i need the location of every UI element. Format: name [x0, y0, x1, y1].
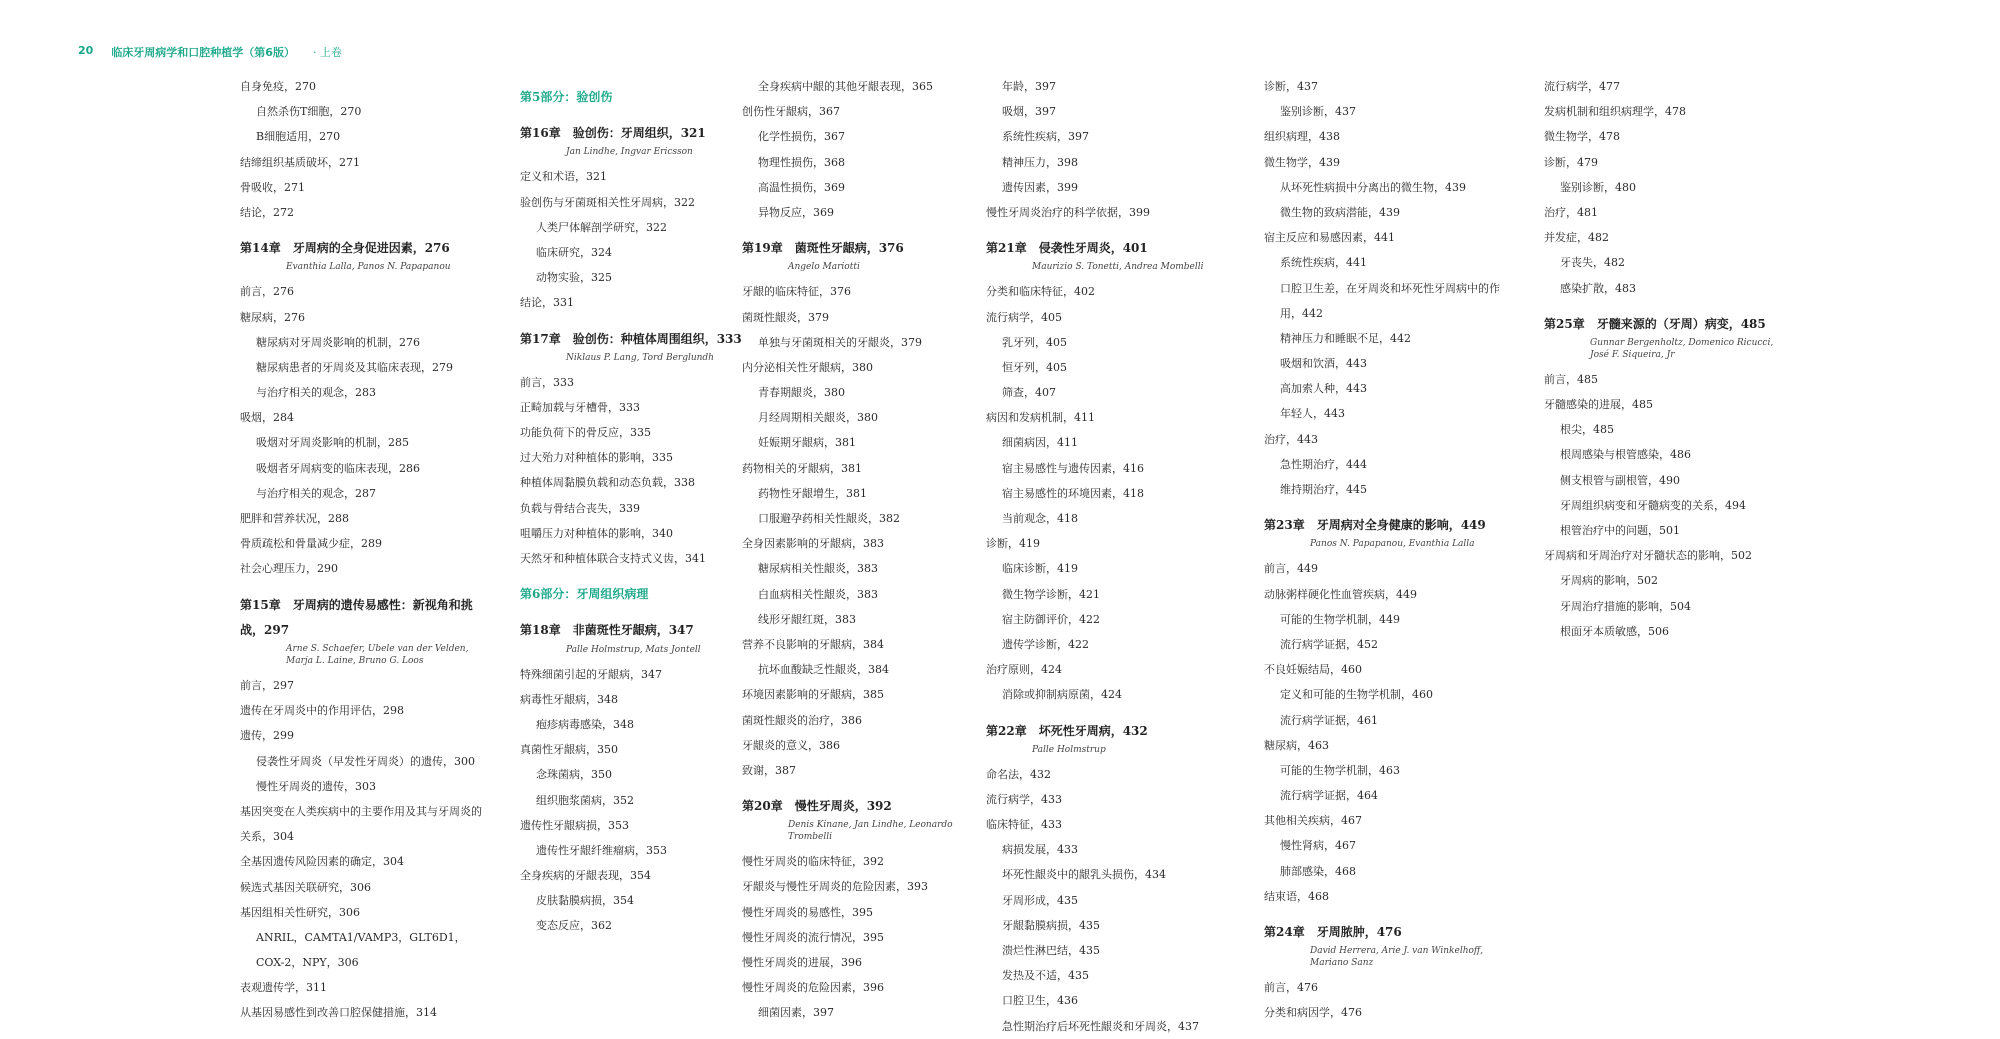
part-heading: 第5部分：验创伤 — [520, 90, 613, 104]
toc-subentry: 牙龈黏膜病损，435 — [1002, 918, 1100, 932]
toc-subentry: 抗坏血酸缺乏性龈炎，384 — [758, 663, 889, 677]
chapter-heading: 第15章 牙周病的遗传易感性：新视角和挑战，297 — [240, 597, 473, 637]
toc-subentry: 流行病学证据，452 — [1280, 637, 1378, 651]
toc-entry: 过大殆力对种植体的影响，335 — [520, 451, 673, 465]
toc-subentry: 精神压力和睡眠不足，442 — [1280, 331, 1411, 345]
toc-entry: 骨质疏松和骨量减少症，289 — [240, 537, 382, 551]
toc-entry: 诊断，437 — [1264, 80, 1318, 93]
toc-subentry: 遗传性牙龈纤维瘤病，353 — [536, 843, 667, 857]
toc-entry: 种植体周黏膜负载和动态负载，338 — [520, 476, 695, 490]
toc-subentry: 消除或抑制病原菌，424 — [1002, 688, 1122, 702]
toc-subentry: 流行病学证据，461 — [1280, 713, 1378, 727]
toc-subentry: 动物实验，325 — [536, 271, 612, 285]
toc-entry: 微生物学，478 — [1544, 130, 1620, 144]
toc-subentry: 当前观念，418 — [1002, 512, 1078, 525]
toc-entry: 组织病理，438 — [1264, 130, 1340, 144]
toc-subentry: 高温性损伤，369 — [758, 180, 845, 194]
toc-entry: 命名法，432 — [986, 767, 1051, 781]
toc-entry: 牙龈炎的意义，386 — [742, 738, 840, 752]
toc-entry: 全身因素影响的牙龈病，383 — [742, 537, 884, 551]
toc-entry: 分类和临床特征，402 — [986, 285, 1095, 299]
toc-column-6 — [1544, 74, 1792, 644]
toc-subentry: 线形牙龈红斑，383 — [758, 612, 856, 626]
toc-subentry: 坏死性龈炎中的龈乳头损伤，434 — [1002, 868, 1166, 882]
toc-entry: 定义和术语，321 — [520, 170, 607, 184]
toc-subentry: 全身疾病中龈的其他牙龈表现，365 — [758, 80, 933, 93]
toc-entry: 诊断，479 — [1544, 155, 1598, 169]
chapter-authors: Panos N. Papapanou, Evanthia Lalla — [1310, 539, 1475, 550]
chapter-heading: 第17章 验创伤：种植体周围组织，333 — [520, 331, 742, 346]
chapter-authors: Niklaus P. Lang, Tord Berglundh — [566, 352, 714, 363]
toc-entry: 牙周病和牙周治疗对牙髓状态的影响，502 — [1544, 549, 1752, 563]
toc-entry: 流行病学，477 — [1544, 80, 1620, 93]
chapter-authors: Palle Holmstrup, Mats Jontell — [566, 644, 701, 655]
toc-subentry: 系统性疾病，397 — [1002, 130, 1089, 144]
toc-subentry: 系统性疾病，441 — [1280, 256, 1367, 270]
toc-entry: 牙龈炎与慢性牙周炎的危险因素，393 — [742, 880, 928, 894]
toc-entry: 慢性牙周炎的危险因素，396 — [742, 981, 884, 995]
toc-subentry: 化学性损伤，367 — [758, 130, 845, 144]
toc-entry: 前言，485 — [1544, 372, 1598, 386]
chapter-authors: Jan Lindhe, Ingvar Ericsson — [566, 147, 693, 158]
toc-subentry: 口服避孕药相关性龈炎，382 — [758, 512, 900, 525]
toc-entry: 环境因素影响的牙龈病，385 — [742, 688, 884, 702]
toc-subentry: 鉴别诊断，480 — [1560, 180, 1636, 194]
toc-entry: 咀嚼压力对种植体的影响，340 — [520, 526, 673, 540]
toc-entry: 特殊细菌引起的牙龈病，347 — [520, 667, 662, 681]
chapter-authors: Angelo Mariotti — [788, 262, 860, 273]
toc-subentry: 感染扩散，483 — [1560, 281, 1636, 295]
toc-subentry: 慢性牙周炎的遗传，303 — [256, 779, 376, 793]
toc-entry: 治疗，443 — [1264, 432, 1318, 446]
toc-entry: 慢性牙周炎的进展，396 — [742, 956, 862, 969]
chapter-authors: Evanthia Lalla, Panos N. Papapanou — [286, 262, 451, 273]
toc-column-1 — [240, 74, 488, 1026]
toc-entry: 结缔组织基质破坏，271 — [240, 155, 360, 169]
toc-subentry: 溃烂性淋巴结，435 — [1002, 944, 1100, 957]
toc-entry: 肥胖和营养状况，288 — [240, 512, 349, 525]
toc-entry: 不良妊娠结局，460 — [1264, 663, 1362, 677]
toc-subentry: 单独与牙菌斑相关的牙龈炎，379 — [758, 335, 922, 349]
toc-subentry: 根尖，485 — [1560, 423, 1614, 437]
toc-entry: 诊断，419 — [986, 537, 1040, 551]
toc-subentry: 根面牙本质敏感，506 — [1560, 624, 1669, 638]
toc-subentry: 恒牙列，405 — [1002, 360, 1067, 374]
toc-entry: 自身免疫，270 — [240, 80, 316, 93]
toc-subentry: 慢性肾病，467 — [1280, 839, 1356, 853]
toc-subentry: 自然杀伤T细胞，270 — [256, 105, 362, 119]
toc-subentry: 急性期治疗，444 — [1280, 457, 1367, 471]
toc-entry: 前言，276 — [240, 285, 294, 299]
toc-subentry: 糖尿病患者的牙周炎及其临床表现，279 — [256, 360, 453, 374]
toc-entry: 治疗，481 — [1544, 205, 1598, 219]
toc-subentry: 青春期龈炎，380 — [758, 386, 845, 400]
chapter-heading: 第24章 牙周脓肿，476 — [1264, 925, 1402, 940]
toc-entry: 牙髓感染的进展，485 — [1544, 398, 1653, 412]
book-title: 临床牙周病学和口腔种植学（第6版） — [111, 46, 295, 59]
toc-entry: 并发症，482 — [1544, 231, 1609, 245]
toc-subentry: 临床研究，324 — [536, 245, 612, 259]
chapter-authors: Gunnar Bergenholtz, Domenico Ricucci, José F. Siqueira, Jr — [1590, 337, 1774, 360]
toc-subentry: 变态反应，362 — [536, 919, 612, 933]
toc-subentry: 吸烟，397 — [1002, 105, 1056, 119]
toc-subentry: 从坏死性病损中分离出的微生物，439 — [1280, 180, 1466, 194]
toc-entry: 发病机制和组织病理学，478 — [1544, 105, 1686, 119]
toc-entry: 前言，476 — [1264, 981, 1318, 995]
toc-entry: 动脉粥样硬化性血管疾病，449 — [1264, 587, 1417, 601]
toc-subentry: 牙周组织病变和牙髓病变的关系，494 — [1560, 498, 1746, 512]
toc-entry: 菌斑性龈炎，379 — [742, 310, 829, 324]
toc-entry: 全身疾病的牙龈表现，354 — [520, 869, 651, 883]
toc-subentry: 吸烟和饮酒，443 — [1280, 357, 1367, 371]
toc-subentry: 临床诊断，419 — [1002, 562, 1078, 576]
toc-entry: 基因组相关性研究，306 — [240, 905, 360, 919]
chapter-heading: 第16章 验创伤：牙周组织，321 — [520, 126, 706, 141]
toc-subentry: 糖尿病相关性龈炎，383 — [758, 562, 878, 576]
toc-entry: 临床特征，433 — [986, 818, 1062, 832]
toc-subentry: 微生物学诊断，421 — [1002, 587, 1100, 601]
toc-subentry: 鉴别诊断，437 — [1280, 105, 1356, 119]
toc-subentry: 发热及不适，435 — [1002, 969, 1089, 983]
toc-subentry: 白血病相关性龈炎，383 — [758, 587, 878, 601]
toc-subentry: 药物性牙龈增生，381 — [758, 486, 867, 500]
toc-entry: 负载与骨结合丧失，339 — [520, 501, 640, 515]
page-number: 20 — [78, 44, 94, 57]
toc-subentry: 人类尸体解剖学研究，322 — [536, 220, 667, 234]
toc-entry: 分类和病因学，476 — [1264, 1006, 1362, 1020]
toc-entry: 营养不良影响的牙龈病，384 — [742, 637, 884, 651]
toc-subentry: 根周感染与根管感染，486 — [1560, 448, 1691, 462]
chapter-heading: 第18章 非菌斑性牙龈病，347 — [520, 623, 694, 638]
toc-subentry: 宿主易感性与遗传因素，416 — [1002, 461, 1144, 475]
toc-entry: 内分泌相关性牙龈病，380 — [742, 360, 873, 374]
toc-entry: 菌斑性龈炎的治疗，386 — [742, 713, 862, 727]
toc-subentry: 侧支根管与副根管，490 — [1560, 473, 1680, 487]
toc-subentry: 牙周治疗措施的影响，504 — [1560, 599, 1691, 613]
toc-subentry: 细菌因素，397 — [758, 1006, 834, 1020]
chapter-heading: 第19章 菌斑性牙龈病，376 — [742, 241, 904, 256]
toc-subentry: 异物反应，369 — [758, 205, 834, 219]
toc-subentry: 可能的生物学机制，463 — [1280, 763, 1400, 777]
toc-subentry: 念珠菌病，350 — [536, 768, 612, 782]
toc-subentry: 微生物的致病潜能，439 — [1280, 205, 1400, 219]
toc-subentry: 遗传学诊断，422 — [1002, 637, 1089, 651]
toc-subentry: 定义和可能的生物学机制，460 — [1280, 688, 1433, 702]
toc-subentry: 侵袭性牙周炎（早发性牙周炎）的遗传，300 — [256, 754, 475, 768]
toc-subentry: B细胞适用，270 — [256, 130, 341, 144]
toc-subentry: 与治疗相关的观念，283 — [256, 386, 376, 400]
toc-entry: 微生物学，439 — [1264, 155, 1340, 169]
toc-subentry: 吸烟对牙周炎影响的机制，285 — [256, 436, 409, 450]
toc-subentry: 乳牙列，405 — [1002, 335, 1067, 349]
toc-subentry: 筛查，407 — [1002, 386, 1056, 400]
toc-entry: 慢性牙周炎治疗的科学依据，399 — [986, 205, 1150, 219]
toc-column-3 — [742, 74, 990, 1026]
toc-subentry: 急性期治疗后坏死性龈炎和牙周炎，437 — [1002, 1019, 1199, 1033]
toc-subentry: 肺部感染，468 — [1280, 864, 1356, 878]
toc-entry: 遗传在牙周炎中的作用评估，298 — [240, 704, 404, 718]
toc-subentry: 细菌病因，411 — [1002, 436, 1078, 450]
toc-entry: 病毒性牙龈病，348 — [520, 692, 618, 706]
toc-subentry: 口腔卫生，436 — [1002, 994, 1078, 1008]
toc-subentry: 牙周病的影响，502 — [1560, 574, 1658, 588]
toc-subentry: 牙周形成，435 — [1002, 893, 1078, 907]
toc-entry: 牙龈的临床特征，376 — [742, 285, 851, 299]
chapter-authors: Arne S. Schaefer, Ubele van der Velden, Marja L. Laine, Bruno G. Loos — [286, 643, 469, 666]
toc-entry: 候选式基因关联研究，306 — [240, 880, 371, 894]
toc-entry: 治疗原则，424 — [986, 663, 1062, 677]
toc-entry: 结束语，468 — [1264, 889, 1329, 903]
toc-subentry: ANRIL，CAMTA1/VAMP3，GLT6D1，COX-2，NPY，306 — [256, 930, 466, 970]
part-heading: 第6部分：牙周组织病理 — [520, 587, 649, 602]
toc-subentry: 流行病学证据，464 — [1280, 789, 1378, 803]
toc-subentry: 年龄，397 — [1002, 80, 1056, 93]
toc-entry: 宿主反应和易感因素，441 — [1264, 231, 1395, 245]
toc-subentry: 组织胞浆菌病，352 — [536, 793, 634, 807]
toc-entry: 基因突变在人类疾病中的主要作用及其与牙周炎的关系，304 — [240, 804, 482, 844]
toc-entry: 创伤性牙龈病，367 — [742, 105, 840, 119]
toc-subentry: 精神压力，398 — [1002, 155, 1078, 169]
toc-entry: 前言，449 — [1264, 562, 1318, 576]
toc-entry: 结论，272 — [240, 205, 294, 219]
chapter-authors: Denis Kinane, Jan Lindhe, Leonardo Trombelli — [788, 820, 953, 843]
toc-entry: 前言，297 — [240, 678, 294, 692]
chapter-heading: 第22章 坏死性牙周病，432 — [986, 723, 1148, 738]
toc-entry: 全基因遗传风险因素的确定，304 — [240, 855, 404, 869]
toc-subentry: 皮肤黏膜病损，354 — [536, 894, 634, 908]
chapter-heading: 第25章 牙髓来源的（牙周）病变，485 — [1544, 316, 1766, 331]
toc-entry: 糖尿病，276 — [240, 310, 305, 324]
toc-subentry: 口腔卫生差，在牙周炎和坏死性牙周病中的作用，442 — [1280, 281, 1500, 320]
toc-entry: 其他相关疾病，467 — [1264, 814, 1362, 828]
toc-subentry: 维持期治疗，445 — [1280, 483, 1367, 497]
toc-entry: 真菌性牙龈病，350 — [520, 743, 618, 757]
toc-subentry: 可能的生物学机制，449 — [1280, 612, 1400, 626]
chapter-heading: 第14章 牙周病的全身促进因素，276 — [240, 241, 450, 256]
chapter-authors: David Herrera, Arie J. van Winkelhoff, Mariano Sanz — [1310, 946, 1484, 969]
toc-entry: 功能负荷下的骨反应，335 — [520, 426, 651, 440]
toc-subentry: 宿主易感性的环境因素，418 — [1002, 486, 1144, 500]
toc-subentry: 与治疗相关的观念，287 — [256, 486, 376, 500]
toc-entry: 病因和发病机制，411 — [986, 411, 1095, 425]
toc-subentry: 吸烟者牙周病变的临床表现，286 — [256, 461, 420, 475]
toc-subentry: 宿主防御评价，422 — [1002, 612, 1100, 626]
chapter-heading: 第23章 牙周病对全身健康的影响，449 — [1264, 518, 1486, 533]
volume-label: · 上卷 — [312, 46, 342, 59]
toc-entry: 天然牙和种植体联合支持式义齿，341 — [520, 552, 706, 566]
toc-entry: 慢性牙周炎的临床特征，392 — [742, 855, 884, 869]
toc-subentry: 病损发展，433 — [1002, 843, 1078, 857]
toc-entry: 正畸加载与牙槽骨，333 — [520, 400, 640, 414]
toc-subentry: 糖尿病对牙周炎影响的机制，276 — [256, 335, 420, 349]
toc-subentry: 根管治疗中的问题，501 — [1560, 524, 1680, 537]
toc-subentry: 疱疹病毒感染，348 — [536, 717, 634, 731]
toc-entry: 吸烟，284 — [240, 411, 294, 425]
chapter-heading: 第20章 慢性牙周炎，392 — [742, 799, 892, 814]
chapter-authors: Maurizio S. Tonetti, Andrea Mombelli — [1032, 262, 1204, 273]
chapter-authors: Palle Holmstrup — [1032, 744, 1106, 755]
toc-entry: 糖尿病，463 — [1264, 738, 1329, 752]
toc-entry: 骨吸收，271 — [240, 180, 305, 194]
toc-subentry: 月经周期相关龈炎，380 — [758, 411, 878, 425]
toc-entry: 慢性牙周炎的易感性，395 — [742, 905, 873, 919]
toc-subentry: 物理性损伤，368 — [758, 155, 845, 169]
toc-entry: 流行病学，433 — [986, 792, 1062, 806]
toc-entry: 从基因易感性到改善口腔保健措施，314 — [240, 1006, 437, 1020]
toc-entry: 药物相关的牙龈病，381 — [742, 461, 862, 475]
toc-column-2 — [520, 74, 768, 939]
toc-entry: 验创伤与牙菌斑相关性牙周病，322 — [520, 195, 695, 209]
toc-entry: 遗传，299 — [240, 729, 294, 743]
toc-entry: 前言，333 — [520, 375, 574, 389]
toc-subentry: 遗传因素，399 — [1002, 180, 1078, 194]
toc-column-4 — [986, 74, 1234, 1039]
toc-subentry: 牙丧失，482 — [1560, 256, 1625, 270]
toc-subentry: 年轻人，443 — [1280, 407, 1345, 421]
toc-entry: 流行病学，405 — [986, 310, 1062, 324]
toc-subentry: 高加索人种，443 — [1280, 382, 1367, 396]
toc-entry: 慢性牙周炎的流行情况，395 — [742, 930, 884, 944]
toc-entry: 遗传性牙龈病损，353 — [520, 818, 629, 832]
toc-entry: 社会心理压力，290 — [240, 562, 338, 576]
toc-entry: 致谢，387 — [742, 763, 796, 777]
toc-entry: 表观遗传学，311 — [240, 981, 327, 995]
running-header — [78, 44, 342, 60]
toc-subentry: 妊娠期牙龈病，381 — [758, 436, 856, 450]
chapter-heading: 第21章 侵袭性牙周炎，401 — [986, 241, 1148, 256]
toc-column-5 — [1264, 74, 1512, 1026]
toc-entry: 结论，331 — [520, 296, 574, 310]
